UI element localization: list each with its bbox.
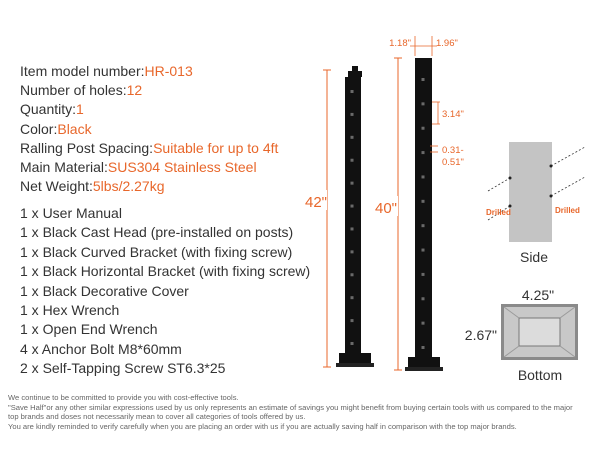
dimension-hole-spacing xyxy=(432,102,464,124)
post-hole xyxy=(351,182,354,185)
dimension-hole-size xyxy=(430,145,464,168)
width-right-label: 1.96" xyxy=(436,38,458,49)
drilled-label-left: Drilled xyxy=(486,208,511,217)
spec-label: Color: xyxy=(20,120,58,137)
spec-label: Ralling Post Spacing: xyxy=(20,139,154,156)
drilled-label-right: Drilled xyxy=(555,206,580,215)
side-plate xyxy=(509,142,552,242)
post-hole xyxy=(422,322,425,325)
post-hole xyxy=(351,273,354,276)
disclaimer xyxy=(8,393,598,431)
disclaimer-line: "Save Half"or any other similar expressions used by us only represents an estimate of savings you might benefit from buying certain tools with us compared to the major xyxy=(8,402,573,412)
post-hole xyxy=(422,175,425,178)
disclaimer-line: top brands and doses not necessarily mean to cover all categories of tools offered by us. xyxy=(8,412,306,422)
content-item: 4 x Anchor Bolt M8*60mm xyxy=(20,340,182,357)
post-without-cast-head xyxy=(405,58,443,371)
spec-value: 1 xyxy=(76,101,84,118)
post-hole xyxy=(351,319,354,322)
hole-size-top-label: 0.31- xyxy=(442,145,464,156)
content-item: 1 x Black Cast Head (pre-installed on posts) xyxy=(20,224,294,241)
post-height-label: 40" xyxy=(374,200,398,217)
spec-value: SUS304 Stainless Steel xyxy=(107,159,257,176)
content-item: 1 x Hex Wrench xyxy=(20,302,120,319)
post-with-cast-head xyxy=(336,66,374,367)
disclaimer-line: You are kindly reminded to verify carefully when you are placing an order with us if you are actually saving half in comparison with the top major brands. xyxy=(8,421,517,431)
base-cover xyxy=(519,318,560,346)
post-base-plate xyxy=(336,363,374,367)
post-hole xyxy=(422,78,425,81)
spec-value: Suitable for up to 4ft xyxy=(153,139,279,156)
post-hole xyxy=(422,102,425,105)
bottom-label: Bottom xyxy=(517,367,563,383)
spec-value: 12 xyxy=(126,82,143,99)
spec-value: 5lbs/2.27kg xyxy=(92,178,165,195)
dimension-post-height xyxy=(372,58,402,370)
content-item: 1 x User Manual xyxy=(20,205,122,221)
spec-value: HR-013 xyxy=(144,63,193,79)
total-height-label: 42" xyxy=(304,194,328,211)
post-tube xyxy=(345,77,361,355)
post-hole xyxy=(351,159,354,162)
post-hole xyxy=(422,273,425,276)
side-view xyxy=(486,142,585,265)
spec-value: Black xyxy=(57,120,92,137)
post-hole xyxy=(351,342,354,345)
post-hole xyxy=(422,151,425,154)
content-item: 1 x Black Curved Bracket (with fixing screw) xyxy=(20,243,293,260)
content-item: 2 x Self-Tapping Screw ST6.3*25 xyxy=(20,360,226,377)
post-hole xyxy=(422,297,425,300)
base-depth-label: 2.67" xyxy=(464,327,497,343)
content-item: 1 x Open End Wrench xyxy=(20,321,158,338)
post-hole xyxy=(351,250,354,253)
content-item: 1 x Black Horizontal Bracket (with fixing screw) xyxy=(20,263,311,280)
post-hole xyxy=(351,113,354,116)
side-label: Side xyxy=(519,249,549,265)
post-hole xyxy=(422,224,425,227)
post-hole xyxy=(351,90,354,93)
post-hole xyxy=(351,296,354,299)
spec-label: Net Weight: xyxy=(20,178,93,195)
base-width-label: 4.25" xyxy=(521,287,555,303)
disclaimer-line: We continue to be committed to provide you with cost-effective tools. xyxy=(8,393,239,402)
spec-label: Number of holes: xyxy=(20,82,127,99)
content-item: 1 x Black Decorative Cover xyxy=(20,282,189,299)
spec-label: Item model number: xyxy=(20,63,145,79)
post-hole xyxy=(351,227,354,230)
hole-size-bottom-label: 0.51" xyxy=(442,157,464,168)
hole-spacing-label: 3.14" xyxy=(442,109,464,120)
spec-label: Main Material: xyxy=(20,159,108,176)
dimension-total-height xyxy=(305,70,331,367)
cast-head-top xyxy=(352,66,358,72)
spec-label: Quantity: xyxy=(20,101,77,118)
post-base-plate xyxy=(405,367,443,371)
post-hole xyxy=(422,249,425,252)
post-hole xyxy=(351,136,354,139)
post-hole xyxy=(351,205,354,208)
bottom-view xyxy=(465,287,578,383)
post-hole xyxy=(422,346,425,349)
post-hole xyxy=(422,127,425,130)
post-hole xyxy=(422,200,425,203)
dimension-top-width xyxy=(389,36,458,56)
width-left-label: 1.18" xyxy=(389,38,411,49)
